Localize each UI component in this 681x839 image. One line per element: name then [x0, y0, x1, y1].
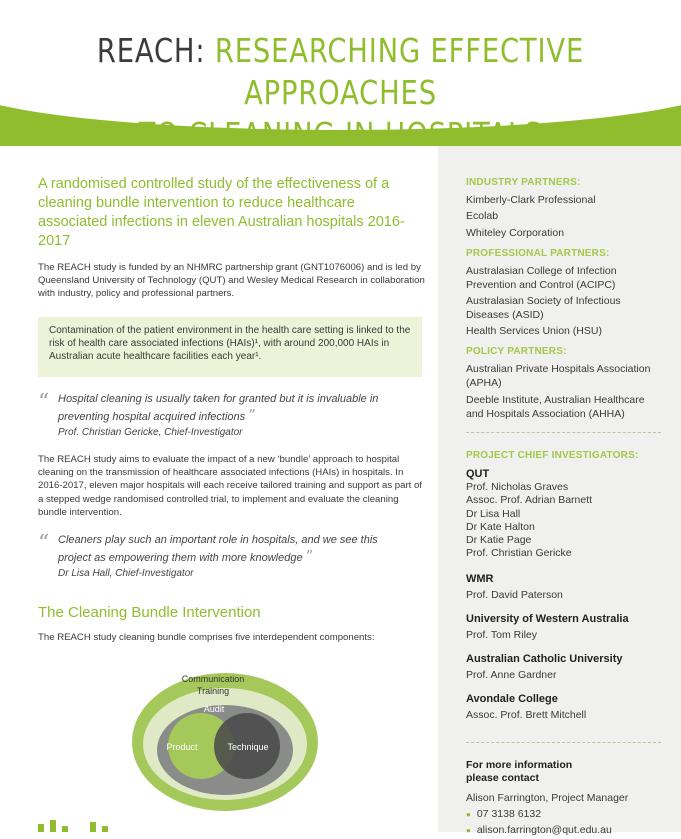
label-technique: Technique: [227, 742, 269, 752]
contact-email[interactable]: alison.farrington@qut.edu.au: [476, 824, 612, 836]
investigator-org: Avondale College: [466, 692, 558, 705]
investigator-org: Australian Catholic University: [466, 652, 623, 665]
investigator-people: Prof. Tom Riley: [466, 629, 537, 642]
header-banner: [0, 0, 681, 146]
policy-heading: POLICY PARTNERS:: [466, 346, 567, 357]
title-line1: RESEARCHING EFFECTIVE APPROACHES: [205, 31, 585, 112]
study-aims-text: The REACH study aims to evaluate the impact of a new ‘bundle’ approach to hospital cleaning on the transmission of healthcare associated infections (HAIs) in hospitals. In 2016-2017, eleven major hospitals will each receive tailored training and support as part of a stepped wedge randomised controlled trial, to implement and evaluate the cleaning bundle intervention.: [38, 454, 422, 518]
quote-text: Hospital cleaning is usually taken for granted but it is invaluable in preventing hospital acquired infections: [58, 393, 379, 423]
policy-item: Deeble Institute, Australian Healthcare and Hospitals Association (AHHA): [466, 393, 645, 420]
sidebar-divider: [466, 742, 661, 743]
policy-item: Australian Private Hospitals Association (APHA): [466, 362, 651, 389]
title-prefix: REACH:: [96, 31, 206, 70]
label-product: Product: [166, 742, 198, 752]
investigator-people: Prof. Nicholas Graves Assoc. Prof. Adrian Barnett Dr Lisa Hall Dr Kate Halton Dr Katie Page Prof. Christian Gericke: [466, 481, 593, 560]
phone-icon: ●: [466, 809, 471, 819]
callout-text: Contamination of the patient environment in the health care setting is linked to the risk of health care associated infections (HAIs)¹, with around 200,000 HAIs in Australian acute healthcare facilities each year¹.: [49, 325, 411, 362]
quote-cleaners: [58, 533, 408, 566]
industry-item: Ecolab: [466, 210, 499, 222]
open-quote-icon: “: [38, 531, 50, 556]
professional-item: Health Services Union (HSU): [466, 324, 602, 337]
title-line2: TO CLEANING IN HOSPITALS: [138, 115, 543, 146]
funding-text: The REACH study is funded by an NHMRC partnership grant (GNT1076006) and is led by Queensland University of Technology (QUT) and Wesley Medical Research in collaboration with industry, policy and professional partners.: [38, 262, 425, 300]
chief-investigators: [466, 449, 676, 723]
quote-attribution: Prof. Christian Gericke, Chief-Investigator: [58, 427, 243, 438]
investigator-people: Prof. David Paterson: [466, 589, 563, 602]
policy-partners: [466, 345, 656, 422]
professional-partners: [466, 247, 654, 338]
industry-partners: [466, 176, 676, 240]
label-audit: Audit: [203, 704, 225, 714]
decorative-dots: [38, 820, 128, 832]
study-subtitle: A randomised controlled study of the effectiveness of a cleaning bundle intervention to reduce healthcare associated infections in eleven Australian hospitals 2016-2017: [38, 176, 405, 249]
professional-heading: PROFESSIONAL PARTNERS:: [466, 248, 610, 259]
quote-text: Cleaners play such an important role in hospitals, and we see this project as empowering them with more knowledge: [58, 534, 378, 564]
investigator-org: QUT: [466, 467, 490, 480]
industry-item: Kimberly-Clark Professional: [466, 193, 596, 206]
professional-item: Australasian College of Infection Prevention and Control (ACIPC): [466, 264, 617, 291]
sidebar-divider: [466, 432, 661, 433]
contact-phone-row: [466, 807, 586, 823]
contact-heading: For more information please contact: [466, 759, 573, 784]
investigator-people: Prof. Anne Gardner: [466, 669, 557, 682]
label-communication: Communication: [181, 674, 245, 684]
quote-attribution: Dr Lisa Hall, Chief-Investigator: [58, 568, 194, 579]
investigators-heading: PROJECT CHIEF INVESTIGATORS:: [466, 450, 639, 461]
close-quote-icon: ”: [305, 546, 314, 565]
bundle-intro: The REACH study cleaning bundle comprises five interdependent components:: [38, 632, 375, 643]
bundle-heading: The Cleaning Bundle Intervention: [38, 604, 261, 621]
label-training: Training: [196, 686, 230, 696]
open-quote-icon: “: [38, 390, 50, 415]
bundle-diagram: [130, 670, 320, 812]
contact-email-row: [466, 823, 612, 839]
callout-box: [38, 317, 422, 377]
industry-heading: INDUSTRY PARTNERS:: [466, 177, 581, 188]
contact-name: Alison Farrington, Project Manager: [466, 792, 629, 804]
contact-phone[interactable]: 07 3138 6132: [476, 807, 542, 820]
industry-item: Whiteley Corporation: [466, 226, 565, 239]
investigator-people: Assoc. Prof. Brett Mitchell: [466, 709, 587, 722]
contact-block: [466, 759, 629, 839]
email-icon: ●: [466, 826, 471, 835]
page-title: [58, 30, 623, 146]
close-quote-icon: ”: [248, 405, 256, 424]
investigator-org: University of Western Australia: [466, 612, 629, 625]
quote-hall-cleaning: [58, 392, 408, 425]
investigator-org: WMR: [466, 572, 494, 585]
professional-item: Australasian Society of Infectious Diseases (ASID): [466, 294, 621, 321]
